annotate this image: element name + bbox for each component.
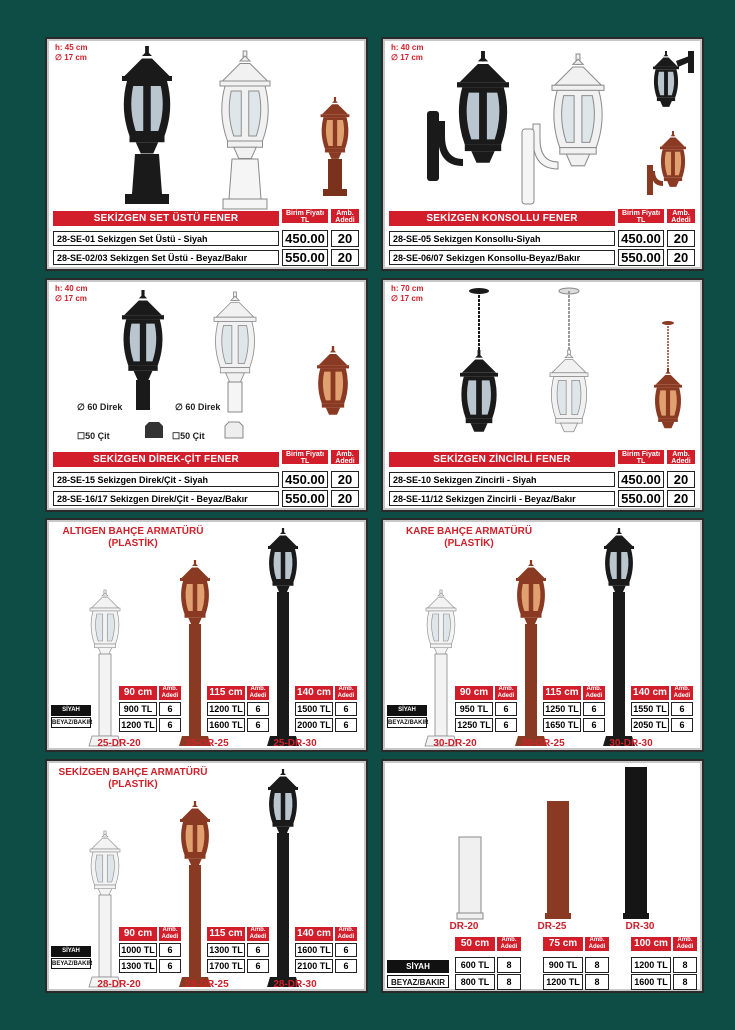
qty-column-header: Amb. Adedi xyxy=(495,686,517,700)
size-header: 90 cm xyxy=(119,686,157,700)
qty-column-header: Amb. Adedi xyxy=(331,209,359,223)
height-label: h: 45 cm xyxy=(55,43,88,52)
qty-cell: 6 xyxy=(583,718,605,732)
white-lantern-image xyxy=(245,49,305,219)
qty-cell: 6 xyxy=(159,943,181,957)
qty-column-header: Amb. Adedi xyxy=(667,450,695,464)
size-header: 90 cm xyxy=(119,927,157,941)
size-header: 140 cm xyxy=(295,686,333,700)
qty-cell: 6 xyxy=(671,718,693,732)
price-cell: 1200 TL xyxy=(631,957,671,973)
black-hanging-lantern-image xyxy=(479,288,529,448)
category-title: ALTIGEN BAHÇE ARMATÜRÜ xyxy=(62,526,204,537)
legend-black: SİYAH xyxy=(387,705,427,716)
product-panel-konsollu xyxy=(381,37,704,271)
price-cell: 1250 TL xyxy=(455,718,493,732)
white-garden-lamp-image xyxy=(441,590,491,762)
price-cell: 800 TL xyxy=(455,974,495,990)
white-garden-lamp-image xyxy=(105,831,155,1003)
table-row: 28-SE-11/12 Sekizgen Zincirli - Beyaz/Bakır xyxy=(389,491,615,506)
price-column-header: Birim Fiyatı TL xyxy=(282,450,328,464)
pole-label: ∅ 60 Direk xyxy=(77,402,123,412)
qty-cell: 20 xyxy=(667,490,695,507)
qty-cell: 20 xyxy=(331,230,359,247)
qty-column-header: Amb. Adedi xyxy=(673,937,697,951)
qty-cell: 6 xyxy=(671,702,693,716)
price-cell: 1200 TL xyxy=(207,702,245,716)
copper-pole-image xyxy=(547,801,577,919)
product-header: SEKİZGEN ZİNCİRLİ FENER xyxy=(389,452,615,467)
price-cell: 1600 TL xyxy=(207,718,245,732)
category-subtitle: (PLASTİK) xyxy=(444,538,494,549)
product-code: 25-DR-25 xyxy=(185,738,229,749)
table-row: 28-SE-16/17 Sekizgen Direk/Çit - Beyaz/Bakır xyxy=(53,491,279,506)
fence-label: ☐50 Çit xyxy=(77,431,110,441)
product-panel-direk-cit xyxy=(45,278,368,512)
category-title: KARE BAHÇE ARMATÜRÜ xyxy=(405,526,533,537)
qty-cell: 8 xyxy=(497,974,521,990)
price-cell: 1500 TL xyxy=(295,702,333,716)
dimensions xyxy=(55,284,87,304)
black-pole-image xyxy=(625,767,655,919)
price-cell: 450.00 xyxy=(282,230,328,247)
copper-lantern-image xyxy=(335,97,365,207)
size-header: 140 cm xyxy=(631,686,669,700)
qty-cell: 8 xyxy=(673,974,697,990)
qty-cell: 8 xyxy=(585,957,609,973)
qty-cell: 20 xyxy=(331,490,359,507)
qty-cell: 6 xyxy=(495,718,517,732)
qty-cell: 6 xyxy=(495,702,517,716)
qty-cell: 20 xyxy=(667,230,695,247)
product-code: 25-DR-20 xyxy=(97,738,141,749)
qty-cell: 20 xyxy=(667,249,695,266)
dimensions xyxy=(391,284,423,304)
price-cell: 1550 TL xyxy=(631,702,669,716)
qty-cell: 6 xyxy=(247,702,269,716)
qty-cell: 6 xyxy=(335,702,357,716)
qty-column-header: Amb. Adedi xyxy=(671,686,693,700)
product-code: DR-20 xyxy=(449,921,479,932)
price-column-header: Birim Fiyatı TL xyxy=(618,450,664,464)
size-header: 115 cm xyxy=(543,686,581,700)
table-row: 28-SE-05 Sekizgen Konsollu-Siyah xyxy=(389,231,615,246)
product-code: 28-DR-20 xyxy=(97,979,141,990)
legend-white: BEYAZ/BAKIR xyxy=(387,975,449,988)
product-panel-sekizgen-bahce xyxy=(45,759,368,993)
price-cell: 1600 TL xyxy=(631,974,671,990)
price-cell: 1250 TL xyxy=(543,702,581,716)
price-cell: 550.00 xyxy=(282,490,328,507)
legend-black: SİYAH xyxy=(51,946,91,957)
product-header: SEKİZGEN DİREK-ÇİT FENER xyxy=(53,452,279,467)
qty-cell: 6 xyxy=(159,702,181,716)
product-code: DR-30 xyxy=(625,921,655,932)
table-row: 28-SE-06/07 Sekizgen Konsollu-Beyaz/Bakır xyxy=(389,250,615,265)
table-row: 28-SE-10 Sekizgen Zincirli - Siyah xyxy=(389,472,615,487)
product-code: 30-DR-20 xyxy=(433,738,477,749)
price-cell: 600 TL xyxy=(455,957,495,973)
product-panel-direk xyxy=(381,759,704,993)
category-subtitle: (PLASTİK) xyxy=(108,779,158,790)
white-fence-cap-image xyxy=(225,422,245,438)
price-cell: 1200 TL xyxy=(119,718,157,732)
qty-column-header: Amb. Adedi xyxy=(247,927,269,941)
legend-white: BEYAZ/BAKIR xyxy=(51,717,91,728)
legend-white: BEYAZ/BAKIR xyxy=(51,958,91,969)
price-cell: 450.00 xyxy=(618,230,664,247)
price-column-header: Birim Fiyatı TL xyxy=(618,209,664,223)
qty-cell: 20 xyxy=(331,471,359,488)
price-cell: 1650 TL xyxy=(543,718,581,732)
price-cell: 1700 TL xyxy=(207,959,245,973)
small-black-wall-lantern-image xyxy=(666,51,696,131)
white-wall-lantern-image xyxy=(578,54,638,214)
height-label: h: 40 cm xyxy=(55,284,88,293)
product-code: 28-DR-25 xyxy=(185,979,229,990)
price-cell: 450.00 xyxy=(618,471,664,488)
price-cell: 2050 TL xyxy=(631,718,669,732)
dimensions xyxy=(55,43,87,63)
price-cell: 2000 TL xyxy=(295,718,333,732)
qty-cell: 8 xyxy=(673,957,697,973)
product-panel-altigen-bahce xyxy=(45,518,368,752)
black-fence-cap-image xyxy=(145,422,165,438)
product-code: 30-DR-30 xyxy=(609,738,653,749)
qty-cell: 8 xyxy=(585,974,609,990)
product-header: SEKİZGEN KONSOLLU FENER xyxy=(389,211,615,226)
product-panel-set-ustu xyxy=(45,37,368,271)
black-post-lantern-image xyxy=(143,290,203,410)
price-cell: 550.00 xyxy=(618,249,664,266)
qty-column-header: Amb. Adedi xyxy=(247,686,269,700)
diameter-label: ∅ 17 cm xyxy=(55,53,87,62)
black-lantern-image xyxy=(147,44,207,214)
qty-cell: 6 xyxy=(247,943,269,957)
white-pole-image xyxy=(459,837,489,919)
price-cell: 900 TL xyxy=(543,957,583,973)
qty-column-header: Amb. Adedi xyxy=(159,927,181,941)
size-header: 115 cm xyxy=(207,686,245,700)
product-panel-zincirli xyxy=(381,278,704,512)
height-label: h: 40 cm xyxy=(391,43,424,52)
table-row: 28-SE-02/03 Sekizgen Set Üstü - Beyaz/Bakır xyxy=(53,250,279,265)
size-header: 50 cm xyxy=(455,937,495,951)
price-cell: 450.00 xyxy=(282,471,328,488)
qty-column-header: Amb. Adedi xyxy=(583,686,605,700)
qty-cell: 6 xyxy=(159,718,181,732)
size-header: 140 cm xyxy=(295,927,333,941)
table-row: 28-SE-15 Sekizgen Direk/Çit - Siyah xyxy=(53,472,279,487)
diameter-label: ∅ 17 cm xyxy=(391,53,423,62)
diameter-label: ∅ 17 cm xyxy=(55,294,87,303)
product-code: DR-25 xyxy=(537,921,567,932)
product-header: SEKİZGEN SET ÜSTÜ FENER xyxy=(53,211,279,226)
product-panel-kare-bahce xyxy=(381,518,704,752)
fence-label: ☐50 Çit xyxy=(172,431,205,441)
white-hanging-lantern-image xyxy=(569,288,619,448)
price-cell: 1200 TL xyxy=(543,974,583,990)
size-header: 115 cm xyxy=(207,927,245,941)
product-code: 25-DR-30 xyxy=(273,738,317,749)
white-garden-lamp-image xyxy=(105,590,155,762)
dimensions xyxy=(391,43,423,63)
qty-column-header: Amb. Adedi xyxy=(667,209,695,223)
price-cell: 1300 TL xyxy=(119,959,157,973)
product-code: 30-DR-25 xyxy=(521,738,565,749)
copper-hanging-lantern-image xyxy=(668,320,698,440)
size-header: 90 cm xyxy=(455,686,493,700)
size-header: 100 cm xyxy=(631,937,671,951)
diameter-label: ∅ 17 cm xyxy=(391,294,423,303)
qty-column-header: Amb. Adedi xyxy=(159,686,181,700)
qty-cell: 6 xyxy=(247,718,269,732)
price-cell: 1600 TL xyxy=(295,943,333,957)
qty-cell: 6 xyxy=(335,718,357,732)
table-row: 28-SE-01 Sekizgen Set Üstü - Siyah xyxy=(53,231,279,246)
price-cell: 550.00 xyxy=(282,249,328,266)
price-cell: 2100 TL xyxy=(295,959,333,973)
qty-cell: 8 xyxy=(497,957,521,973)
qty-cell: 6 xyxy=(159,959,181,973)
qty-column-header: Amb. Adedi xyxy=(585,937,609,951)
legend-black: SİYAH xyxy=(51,705,91,716)
price-cell: 1000 TL xyxy=(119,943,157,957)
small-copper-wall-lantern-image xyxy=(673,131,703,211)
qty-cell: 6 xyxy=(247,959,269,973)
category-subtitle: (PLASTİK) xyxy=(108,538,158,549)
qty-cell: 20 xyxy=(331,249,359,266)
price-cell: 550.00 xyxy=(618,490,664,507)
price-cell: 1300 TL xyxy=(207,943,245,957)
price-cell: 900 TL xyxy=(119,702,157,716)
white-post-lantern-image xyxy=(235,292,295,412)
qty-column-header: Amb. Adedi xyxy=(335,686,357,700)
price-cell: 950 TL xyxy=(455,702,493,716)
qty-column-header: Amb. Adedi xyxy=(335,927,357,941)
legend-black: SİYAH xyxy=(387,960,449,973)
qty-cell: 6 xyxy=(583,702,605,716)
price-column-header: Birim Fiyatı TL xyxy=(282,209,328,223)
qty-cell: 6 xyxy=(335,959,357,973)
product-code: 28-DR-30 xyxy=(273,979,317,990)
qty-cell: 20 xyxy=(667,471,695,488)
size-header: 75 cm xyxy=(543,937,583,951)
height-label: h: 70 cm xyxy=(391,284,424,293)
qty-column-header: Amb. Adedi xyxy=(331,450,359,464)
qty-cell: 6 xyxy=(335,943,357,957)
category-title: SEKİZGEN BAHÇE ARMATÜRÜ xyxy=(58,767,208,778)
legend-white: BEYAZ/BAKIR xyxy=(387,717,427,728)
qty-column-header: Amb. Adedi xyxy=(497,937,521,951)
pole-label: ∅ 60 Direk xyxy=(175,402,221,412)
copper-post-lantern-image xyxy=(333,346,363,436)
